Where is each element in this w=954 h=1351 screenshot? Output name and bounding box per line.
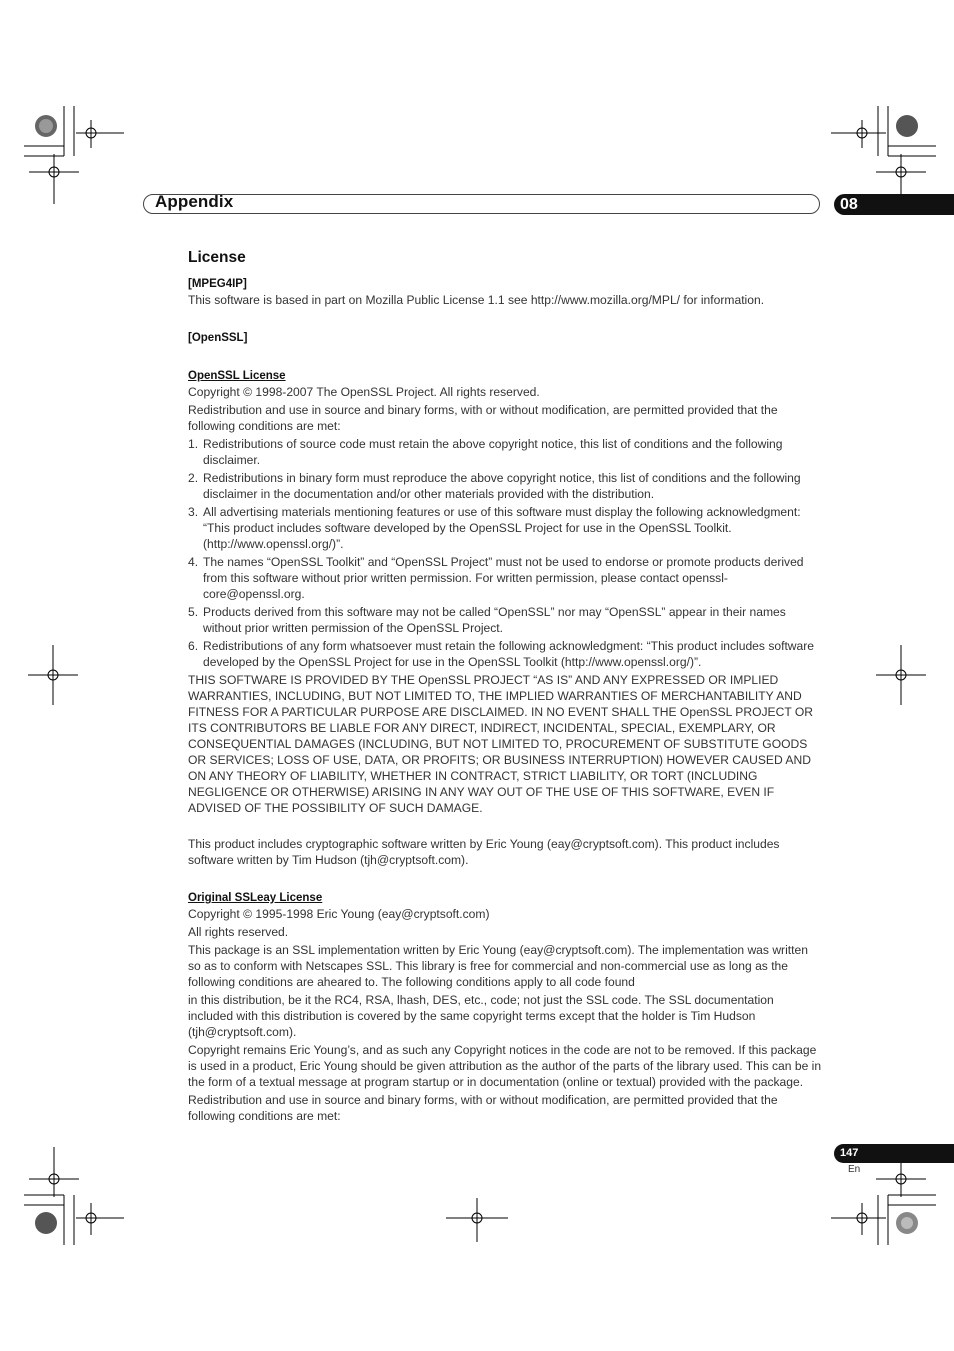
list-item-number: 5. bbox=[188, 605, 199, 619]
ssleay-paragraph-1: This package is an SSL implementation written by Eric Young (eay@cryptsoft.com). The implementation was written so as to conform with Netscapes SSL. This library is free for commercial and non-commercial use as long as the following conditions are aheared to. The following conditions apply to all code found bbox=[188, 943, 808, 989]
registration-mark-bottom-center bbox=[446, 1198, 508, 1242]
crypto-note: This product includes cryptographic software written by Eric Young (eay@cryptsoft.com). This product includes software written by Tim Hudson (tjh@cryptsoft.com). bbox=[188, 837, 780, 867]
list-item-number: 2. bbox=[188, 471, 199, 485]
list-item bbox=[188, 554, 822, 602]
section-header-bar bbox=[143, 194, 820, 214]
openssl-license-heading: OpenSSL License bbox=[188, 370, 286, 382]
registration-mark-left bbox=[28, 645, 78, 705]
openssl-label: [OpenSSL] bbox=[188, 332, 248, 344]
license-heading: License bbox=[188, 249, 246, 266]
page-language: En bbox=[848, 1164, 861, 1175]
list-item bbox=[188, 436, 822, 468]
list-item bbox=[188, 638, 822, 670]
list-item-number: 3. bbox=[188, 505, 199, 519]
ssleay-paragraph-2: in this distribution, be it the RC4, RSA, lhash, DES, etc., code; not just the SSL code. The SSL documentation included with this distribution is covered by the same copyright terms except that the holder is Tim Hudson (tjh@cryptsoft.com). bbox=[188, 993, 774, 1039]
mpeg4ip-label: [MPEG4IP] bbox=[188, 278, 247, 290]
corner-crop-mark-bottom-left bbox=[24, 1145, 134, 1245]
list-item-text: Products derived from this software may not be called “OpenSSL” nor may “OpenSSL” appear in their names without prior written permission of the OpenSSL Project. bbox=[203, 605, 786, 635]
list-item-text: Redistributions of any form whatsoever must retain the following acknowledgment: “This product includes software developed by the OpenSSL Project for use in the OpenSSL Toolkit (http://www.openssl.org/)”. bbox=[203, 639, 815, 669]
list-item-text: The names “OpenSSL Toolkit” and “OpenSSL Project” must not be used to endorse or promote products derived from this software without prior written permission. For written permission, please contact openssl-core@openssl.org. bbox=[203, 555, 804, 601]
openssl-disclaimer: THIS SOFTWARE IS PROVIDED BY THE OpenSSL PROJECT “AS IS” AND ANY EXPRESSED OR IMPLIED WARRANTIES, INCLUDING, BUT NOT LIMITED TO, THE IMPLIED WARRANTIES OF MERCHANTABILITY AND FITNESS FOR A PARTICULAR PURPOSE ARE DISCLAIMED. IN NO EVENT SHALL THE OpenSSL PROJECT OR ITS CONTRIBUTORS BE LIABLE FOR ANY DIRECT, INDIRECT, INCIDENTAL, SPECIAL, EXEMPLARY, OR CONSEQUENTIAL DAMAGES (INCLUDING, BUT NOT LIMITED TO, PROCUREMENT OF SUBSTITUTE GOODS OR SERVICES; LOSS OF USE, DATA, OR PROFITS; OR BUSINESS INTERRUPTION) HOWEVER CAUSED AND ON ANY THEORY OF LIABILITY, WHETHER IN CONTRACT, STRICT LIABILITY, OR TORT (INCLUDING NEGLIGENCE OR OTHERWISE) ARISING IN ANY WAY OUT OF THE USE OF THIS SOFTWARE, EVEN IF ADVISED OF THE POSSIBILITY OF SUCH DAMAGE. bbox=[188, 673, 814, 815]
section-title: Appendix bbox=[155, 192, 234, 211]
mpeg4ip-text: This software is based in part on Mozilla Public License 1.1 see http://www.mozilla.org/MPL/ for information. bbox=[188, 293, 765, 307]
chapter-number: 08 bbox=[840, 196, 858, 213]
list-item bbox=[188, 470, 822, 502]
list-item-number: 6. bbox=[188, 639, 199, 653]
ssleay-copyright: Copyright © 1995-1998 Eric Young (eay@cryptsoft.com) bbox=[188, 907, 490, 921]
list-item bbox=[188, 504, 822, 552]
ssleay-license-heading: Original SSLeay License bbox=[188, 892, 323, 904]
ssleay-rights: All rights reserved. bbox=[188, 925, 289, 939]
list-item-text: All advertising materials mentioning features or use of this software must display the following acknowledgment: “This product includes software developed by the OpenSSL Project for use in the OpenSSL Toolkit. (http://www.openssl.org/)”. bbox=[203, 505, 801, 551]
openssl-conditions-list bbox=[188, 436, 822, 670]
list-item bbox=[188, 604, 822, 636]
list-item-text: Redistributions of source code must retain the above copyright notice, this list of conditions and the following disclaimer. bbox=[203, 437, 783, 467]
openssl-copyright: Copyright © 1998-2007 The OpenSSL Project. All rights reserved. bbox=[188, 385, 540, 399]
registration-mark-right bbox=[876, 645, 926, 705]
page-number: 147 bbox=[840, 1147, 859, 1159]
list-item-number: 1. bbox=[188, 437, 199, 451]
ssleay-paragraph-3: Copyright remains Eric Young’s, and as such any Copyright notices in the code are not to be removed. If this package is used in a product, Eric Young should be given attribution as the author of the parts of the library used. This can be in the form of a textual message at program startup or in documentation (online or textual) provided with the package. bbox=[188, 1043, 822, 1089]
list-item-number: 4. bbox=[188, 555, 199, 569]
corner-crop-mark-top-right bbox=[826, 106, 936, 206]
openssl-intro: Redistribution and use in source and binary forms, with or without modification, are permitted provided that the following conditions are met: bbox=[188, 403, 778, 433]
corner-crop-mark-top-left bbox=[24, 106, 134, 206]
page-content bbox=[188, 248, 822, 1126]
ssleay-paragraph-4: Redistribution and use in source and binary forms, with or without modification, are permitted provided that the following conditions are met: bbox=[188, 1093, 778, 1123]
list-item-text: Redistributions in binary form must reproduce the above copyright notice, this list of conditions and the following disclaimer in the documentation and/or other materials provided with the distribution. bbox=[203, 471, 801, 501]
